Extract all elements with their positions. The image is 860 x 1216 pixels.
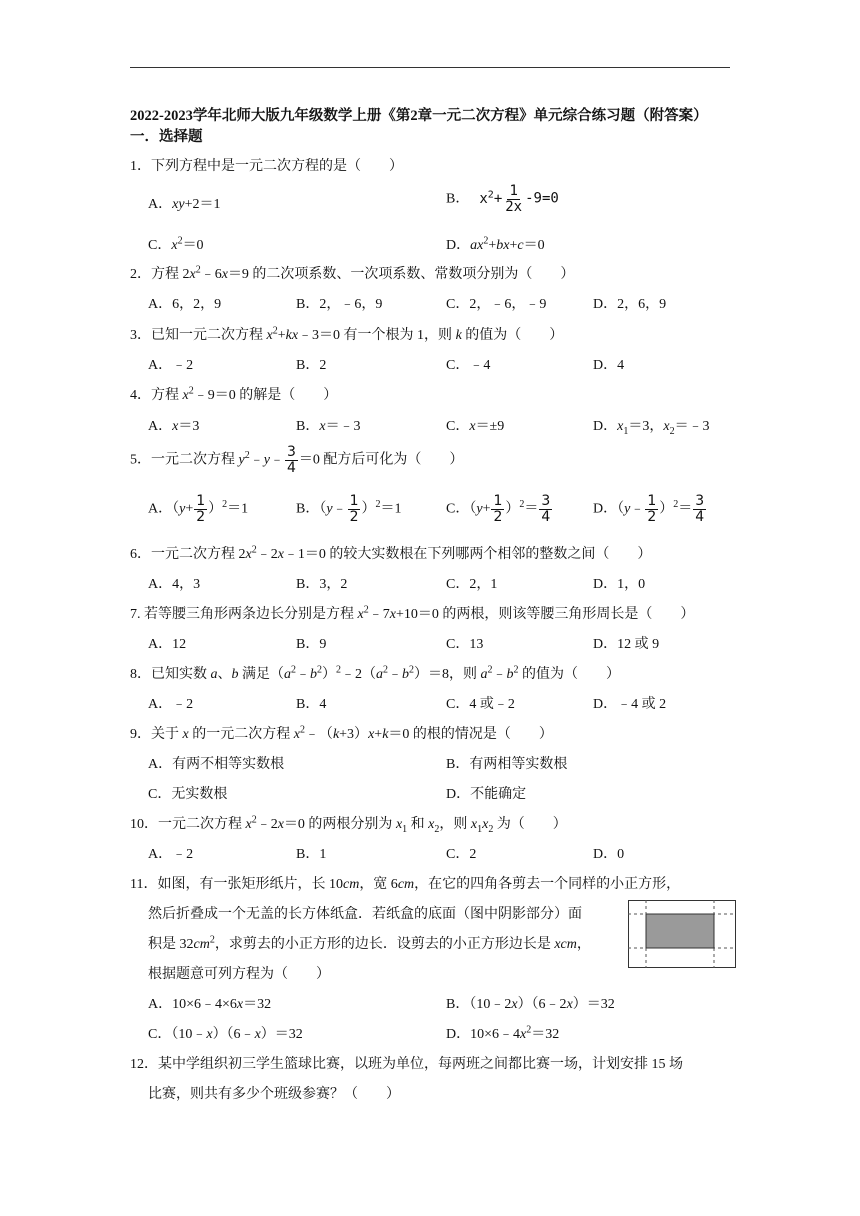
q2-option-c: C．2，﹣6，﹣9 (446, 297, 547, 312)
q4-option-d: D．$x_1=3$，$x_2=﹣3$ (593, 419, 710, 437)
question-11-line-3: 积是 $32cm^2$，求剪去的小正方形的边长．设剪去的小正方形边长是 xcm， (148, 934, 591, 952)
q8-option-b: B．4 (296, 697, 327, 712)
question-10: 10．一元二次方程 $x^2﹣2x=0$ 的两根分别为 $x_1$ 和 $x_2$，则 $x_1x_2$ 为（ ） (130, 814, 567, 835)
header-rule (130, 67, 730, 68)
q9-option-d: D．不能确定 (446, 787, 527, 802)
q6-option-d: D．1，0 (593, 577, 646, 592)
question-12-line-1: 12．某中学组织初三学生篮球比赛，以班为单位，每两班之间都比赛一场，计划安排 15 场 (130, 1057, 683, 1072)
q11-option-b: B．（10﹣2x）（6﹣2x）＝32 (446, 997, 615, 1012)
q3-option-b: B．2 (296, 358, 327, 373)
q6-option-b: B．3，2 (296, 577, 348, 592)
q7-option-b: B．9 (296, 637, 327, 652)
question-12-line-2: 比赛，则共有多少个班级参赛？（ ） (148, 1087, 400, 1102)
q3-option-a: A．﹣2 (148, 358, 194, 373)
q10-option-a: A．﹣2 (148, 847, 194, 862)
q1-option-b: B． $x^2+$ $\frac{1}{2x}$ -9=0 (446, 183, 559, 215)
q11-option-d: D．$10\times 6﹣4x^2=32$ (446, 1024, 560, 1042)
question-1: 1．下列方程中是一元二次方程的是（ ） (130, 159, 403, 174)
document-title: 2022-2023学年北师大版九年级数学上册《第2章一元二次方程》单元综合练习题（附答案） (130, 108, 708, 124)
q2-option-b: B．2，﹣6，9 (296, 297, 383, 312)
q2-option-a: A．6，2，9 (148, 297, 222, 312)
q5-option-d: D．（y﹣ $\frac{1}{2}$ ）$^2$＝ $\frac{3}{4}$ (593, 493, 705, 525)
q4-option-a: A．x＝3 (148, 419, 200, 434)
q1-option-c: C．$x^2=0$ (148, 235, 204, 253)
q8-option-d: D．﹣4 或 2 (593, 697, 667, 712)
q9-option-a: A．有两不相等实数根 (148, 757, 285, 772)
q9-option-b: B．有两相等实数根 (446, 757, 568, 772)
question-8: 8．已知实数 a、b 满足$(a^2﹣b^2)^2﹣2(a^2﹣b^2)=8$，则 $a^2﹣b^2$ 的值为（ ） (130, 664, 620, 682)
question-11-line-4: 根据题意可列方程为（ ） (148, 967, 330, 982)
q4-option-c: C．x＝±9 (446, 419, 505, 434)
q9-option-c: C．无实数根 (148, 787, 228, 802)
q10-option-d: D．0 (593, 847, 625, 862)
q10-option-b: B．1 (296, 847, 327, 862)
question-3: 3．已知一元二次方程 $x^2+kx﹣3=0$ 有一个根为 1，则 k 的值为（ ） (130, 325, 564, 343)
q10-option-c: C．2 (446, 847, 477, 862)
q8-option-c: C．4 或﹣2 (446, 697, 515, 712)
q7-option-d: D．12 或 9 (593, 637, 660, 652)
q7-option-c: C．13 (446, 637, 484, 652)
rectangle-box-figure (628, 900, 736, 968)
question-6: 6．一元二次方程 $2x^2﹣2x﹣1=0$ 的较大实数根在下列哪两个相邻的整数之间（ ） (130, 544, 652, 562)
q8-option-a: A．﹣2 (148, 697, 194, 712)
question-11-line-1: 11．如图，有一张矩形纸片，长 10cm，宽 6cm，在它的四角各剪去一个同样的小正方形， (130, 877, 681, 892)
question-2: 2．方程 $2x^2﹣6x=9$ 的二次项系数、一次项系数、常数项分别为（ ） (130, 264, 575, 282)
q11-option-a: A．10×6﹣4×6x＝32 (148, 997, 272, 1012)
q3-option-d: D．4 (593, 358, 625, 373)
q4-option-b: B．x＝﹣3 (296, 419, 361, 434)
q6-option-a: A．4，3 (148, 577, 201, 592)
q5-option-b: B．（y﹣ $\frac{1}{2}$ ）$^2$＝1 (296, 493, 402, 525)
q1-option-d: D．$ax^2+bx+c=0$ (446, 235, 545, 253)
q5-option-c: C．（y+ $\frac{1}{2}$ ）$^2$＝ $\frac{3}{4}$ (446, 493, 551, 525)
q6-option-c: C．2，1 (446, 577, 498, 592)
question-7: 7. 若等腰三角形两条边长分别是方程 $x^2﹣7x+10=0$ 的两根，则该等腰三角形周长是（ ） (130, 604, 695, 622)
q2-option-d: D．2，6，9 (593, 297, 667, 312)
q1-option-a: A．xy+2＝1 (148, 197, 221, 212)
q7-option-a: A．12 (148, 637, 187, 652)
question-9: 9．关于 x 的一元二次方程 $x^2﹣(k+3)x+k=0$ 的根的情况是（ ） (130, 724, 553, 742)
question-11-line-2: 然后折叠成一个无盖的长方体纸盒．若纸盒的底面（图中阴影部分）面 (148, 907, 582, 922)
q5-option-a: A．（y+ $\frac{1}{2}$ ）$^2$＝1 (148, 493, 249, 525)
q11-option-c: C．（10﹣x）（6﹣x）＝32 (148, 1027, 303, 1042)
question-5: 5．一元二次方程 $y^2﹣y﹣$ $\frac{3}{4}$ ＝0 配方后可化为（ ） (130, 444, 464, 476)
section-heading: 一．选择题 (130, 129, 203, 145)
q3-option-c: C．﹣4 (446, 358, 491, 373)
question-4: 4．方程 $x^2﹣9=0$ 的解是（ ） (130, 385, 338, 403)
